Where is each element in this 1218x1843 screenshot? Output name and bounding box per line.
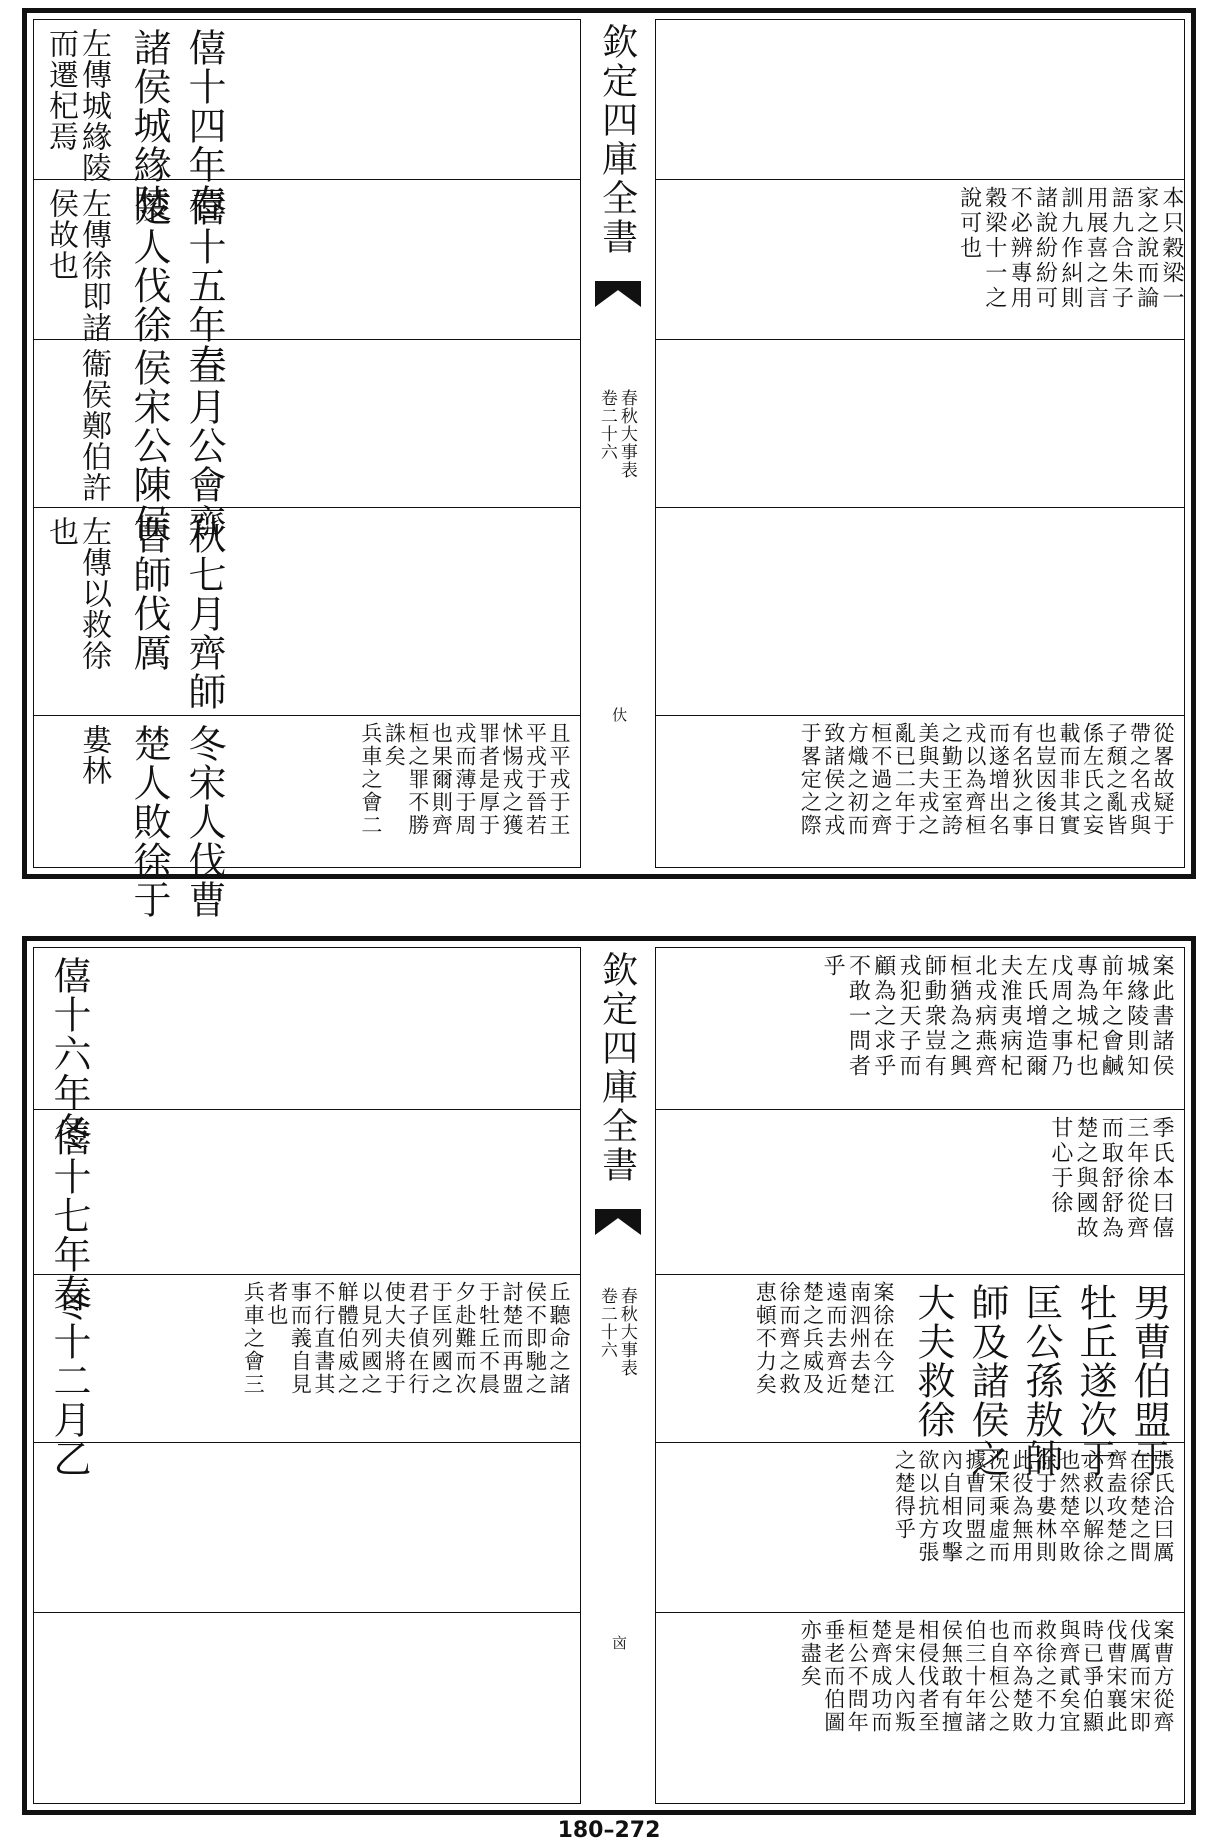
spine-page-number: 㐲 (610, 707, 628, 722)
commentary: 本只穀梁一 家之說而論 語九合朱子 用展喜之言 訓九作糾則 諸說紛紛可 不必辨專用 穀梁十一之 說可也 (956, 186, 1184, 311)
spine (589, 13, 647, 874)
row-5 (34, 716, 580, 919)
entry: 僖十六年冬 (47, 956, 91, 1151)
entry: 楚人伐徐 (127, 188, 171, 344)
note: 衞侯鄭伯許 (76, 348, 111, 503)
entry: 秋七月齊師 (182, 516, 226, 711)
entry: 男曹伯盟于 (1127, 1283, 1171, 1478)
row-3 (656, 340, 1184, 508)
entry: 僖十五年春 (182, 188, 226, 383)
page-footer-number: 180–272 (557, 1818, 661, 1843)
row-4 (34, 508, 580, 716)
row-5 (34, 1613, 580, 1803)
commentary: 且平戎于王 平戎于晉若 怵惕戎之獲 罪者是厚于 戎而薄于周 也果爾則齊 桓之罪不勝 誅矣 兵車之會二 (358, 722, 571, 837)
row-1 (34, 20, 580, 223)
row-1 (656, 948, 1184, 1110)
spine-page-number: 㐫 (610, 1635, 628, 1650)
note: 婁林 (76, 724, 111, 786)
commentary: 張氏洽曰厲 在徐楚之間 齊盍攻楚之 必救以解徐 也然楚卒敗 徐于婁林則 此役為無用 況宋乘虛而 據曹同盟之 內自相攻擊 欲以抗方張 之楚得乎 (892, 1449, 1175, 1564)
row-2 (34, 1110, 580, 1313)
right-half (655, 19, 1185, 868)
entry: 冬宋人伐曹 (182, 724, 226, 919)
row-5 (656, 716, 1184, 867)
row-3 (34, 340, 580, 543)
row-2 (34, 180, 580, 383)
row-5 (656, 1613, 1184, 1803)
entry: 三月公會齊 (182, 348, 226, 543)
commentary: 從畧故疑于 帶之名戎與 子頹之亂皆 係左氏之妄 載而非其實 也豈因後日 有名狄之事 而遂增出名 戎以為齊桓 之勤王室誇 美與夫戎之 亂已二年于 桓不過之齊 方熾之初而 致諸侯之戎 于畧定之際 (798, 722, 1175, 837)
entry: 諸侯城緣陵 (127, 28, 171, 223)
commentary: 季氏本曰僖 三年徐從齊 而取舒舒為 楚之與國故 甘心于徐 (1047, 1116, 1174, 1241)
note: 左傳以救徐 也 (43, 516, 111, 671)
entry: 冬十二月乙 (47, 1283, 91, 1478)
entry: 師及諸侯之 (965, 1283, 1009, 1478)
page-1 (22, 8, 1196, 919)
row-4 (656, 508, 1184, 716)
spine-book: 春秋大事表 (616, 389, 637, 479)
note: 左傳城緣陵 而遷杞焉 (43, 28, 111, 183)
page-2 (22, 936, 1196, 1815)
row-2 (656, 1110, 1184, 1275)
entry: 僖十四年春 (182, 28, 226, 223)
left-half (33, 947, 581, 1804)
commentary: 案徐在今江 南泗州去楚 遠而去齊近 楚之兵威及 徐而齊之救 恵頓不力矣 (753, 1281, 895, 1396)
spine-title: 欽定四庫全書 (596, 951, 638, 1185)
spine-title: 欽定四庫全書 (596, 23, 638, 257)
entry: 僖十七年春 (47, 1118, 91, 1313)
entry: 曹師伐厲 (127, 516, 171, 672)
note: 左傳徐即諸 侯故也 (43, 188, 111, 343)
spine-book: 春秋大事表 (616, 1287, 637, 1377)
right-half (655, 947, 1185, 1804)
entry: 楚人敗徐于 (127, 724, 171, 919)
entry: 牡丘遂次于 (1073, 1283, 1117, 1478)
row-3 (656, 1275, 1184, 1478)
left-half (33, 19, 581, 919)
row-4 (656, 1443, 1184, 1613)
commentary: 案此書諸侯 城緣陵則知 前年之會鹹 專為城杞也 戊周之事乃 左氏增造爾 夫淮夷病杞 北戎病燕齊 桓猶為之興 師動衆豈有 戎犯天子而 顧為之求乎 不敢一問者 乎 (820, 954, 1174, 1079)
row-4 (34, 1443, 580, 1613)
commentary: 丘聽命之諸 侯不即馳之 討楚而再盟 于牡丘不晨 夕赴難而次 于匡列國之 君子偵在行 使大夫將于 以見列國之 觧體伯威之 不行直書其 事而義自見 者也 兵車之會三 (241, 1281, 571, 1396)
fishtail-mark (595, 281, 641, 307)
entry: 侯宋公陳侯 (127, 348, 171, 543)
commentary: 案曹方從齊 伐厲而宋即 伐曹宋襄此 時已爭伯顯 與齊貳矣宜 救徐之不力 而卒為楚敗 也自桓公之 伯三十年諸 侯無敢有擅 相侵伐者至 是宋人內叛 楚齊成功而 桓公不問年 垂老而伯圖 亦盡矣 (798, 1619, 1175, 1734)
entry: 匡公孫敖帥 (1019, 1283, 1063, 1478)
row-1 (656, 20, 1184, 180)
spine-volume: 卷二十六 (596, 389, 617, 461)
spine-volume: 卷二十六 (596, 1287, 617, 1359)
row-2 (656, 180, 1184, 340)
fishtail-mark (595, 1209, 641, 1235)
entry: 大夫救徐 (911, 1283, 955, 1439)
spine (589, 941, 647, 1810)
row-1 (34, 948, 580, 1151)
row-3 (34, 1275, 580, 1478)
